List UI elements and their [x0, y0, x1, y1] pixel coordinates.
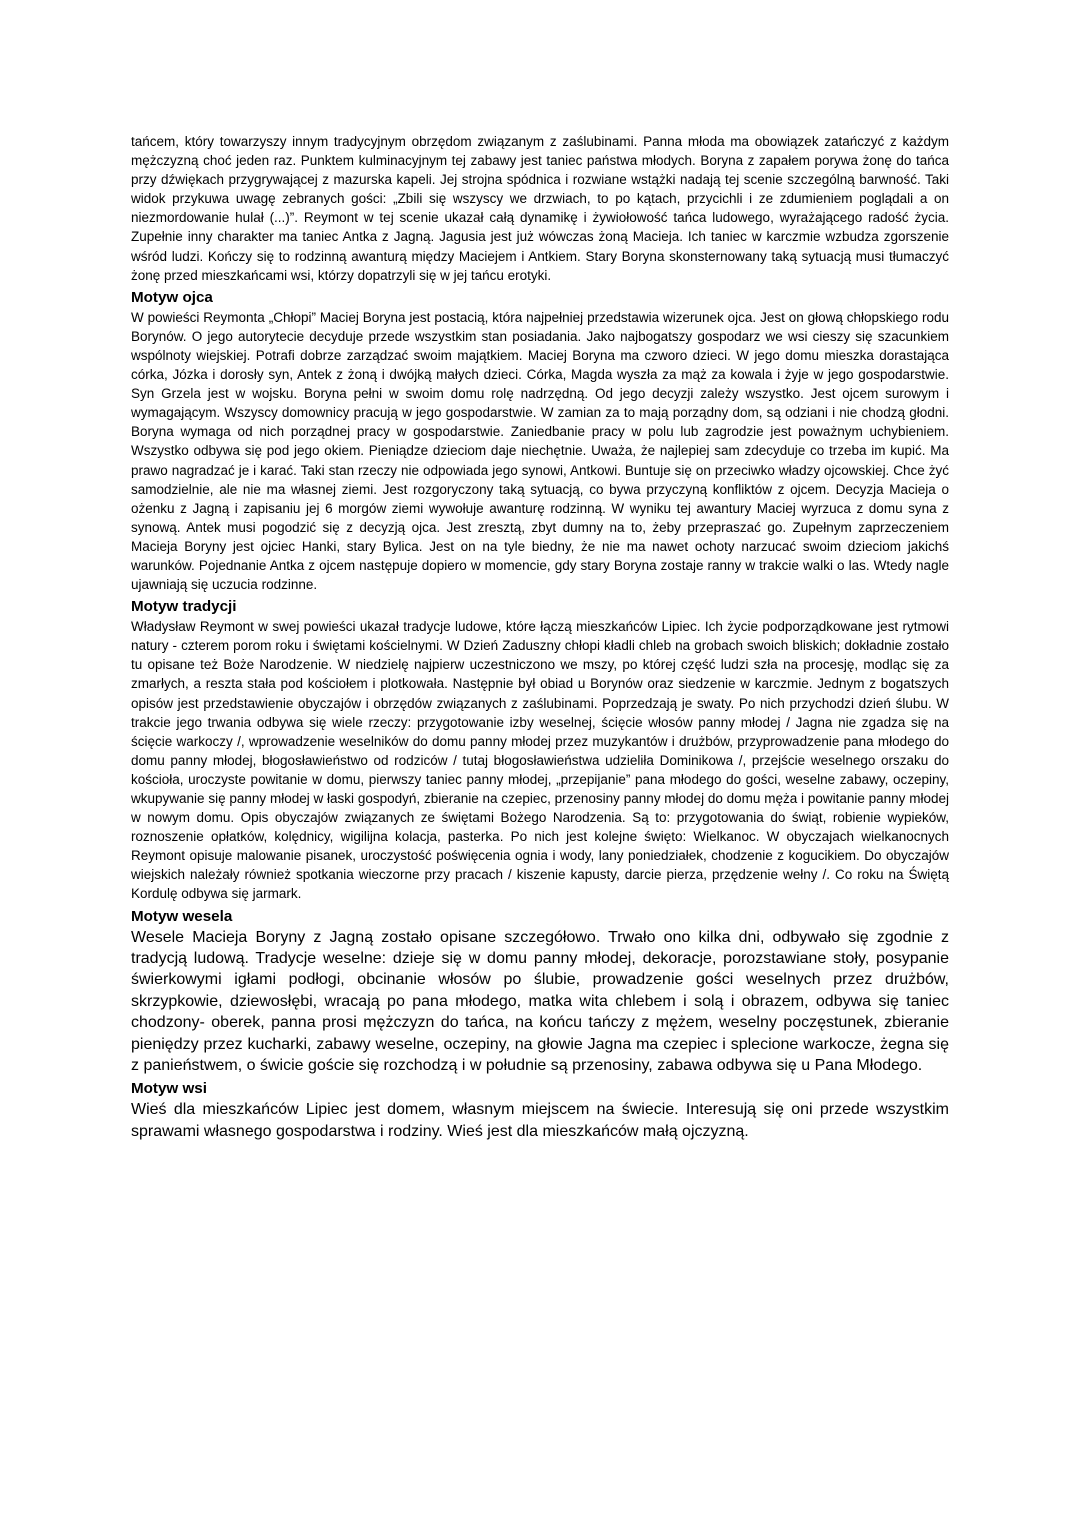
- section-text-wsi: Wieś dla mieszkańców Lipiec jest domem, własnym miejscem na świecie. Interesują się oni przede wszystkim sprawami własnego gospodarstwa i rodziny. Wieś jest dla mieszkańców małą ojczyzną.: [131, 1101, 949, 1140]
- section-text-tradycji: Władysław Reymont w swej powieści ukazał tradycje ludowe, które łączą mieszkańców Lipiec. Ich życie podporządkowane jest rytmowi natury - czterem porom roku i świętami kościelnymi. W Dzień Zaduszny chłopi kładli chleb na grobach swoich bliskich; dokładnie zostało tu opisane też Boże Narodzenie. W niedzielę najpierw uczestniczono we mszy, po której część ludzi szła na procesję, modląc się za zmarłych, a reszta stała pod kościołem i plotkowała. Następnie był obiad u Borynów oraz siedzenie w karczmie. Jednym z bogatszych opisów jest przedstawienie obyczajów i obrzędów związanych z zaślubinami. Poprzedzają je swaty. Po nich przychodzi dzień ślubu. W trakcie jego trwania odbywa się wiele rzeczy: przygotowanie izby weselnej, ścięcie włosów panny młodej / Jagna nie zgadza się na ścięcie warkoczy /, wprowadzenie weselników do domu panny młodej przez muzykantów i drużbów, przyprowadzenie pana młodego do domu panny młodej, błogosławieństwo od rodziców / tutaj błogosławieństwa udzieliła Dominikowa /, przejście weselnego orszaku do kościoła, uroczyste powitanie w domu, pierwszy taniec panny młodej, „przepijanie” pana młodego do gości, weselne zabawy, oczepiny, wkupywanie się panny młodej w łaski gospodyń, zbieranie na czepiec, przenosiny panny młodej do domu męża i powitanie panny młodej w nowym domu. Opis obyczajów związanych ze świętami Bożego Narodzenia. Są to: przygotowania do świąt, robienie wypieków, roznoszenie opłatków, kolędnicy, wigilijna kolacja, pasterka. Po nich jest kolejne święto: Wielkanoc. W obyczajach wielkanocnych Reymont opisuje malowanie pisanek, uroczystość poświęcenia ognia i wody, lany poniedziałek, chodzenie z kogucikiem. Do obyczajów wiejskich należały również spotkania wieczorne przy pracach / kiszenie kapusty, darcie pierza, przędzenie wełny /. Co roku na Świętą Kordulę odbywa się jarmark.: [131, 619, 949, 902]
- section-text-ojca: W powieści Reymonta „Chłopi” Maciej Boryna jest postacią, która najpełniej przedstawia wizerunek ojca. Jest on głową chłopskiego rodu Borynów. O jego autorytecie decyduje przede wszystkim stan posiadania. Jako najbogatszy gospodarz we wsi cieszy się szacunkiem wspólnoty wiejskiej. Potrafi dobrze zarządzać swoim majątkiem. Maciej Boryna ma czworo dzieci. W jego domu mieszka dorastająca córka, Józka i dorosły syn, Antek z żoną i dwójką małych dzieci. Córka, Magda wyszła za mąż za kowala i żyje w jego gospodarstwie. Syn Grzela jest w wojsku. Boryna pełni w swoim domu rolę nadrzędną. Od jego decyzji zależy wszystko. Jest ojcem surowym i wymagającym. Wszyscy domownicy pracują w jego gospodarstwie. W zamian za to mają porządny dom, są odziani i nie chodzą głodni. Boryna wymaga od nich porządnej pracy w gospodarstwie. Zaniedbanie pracy w polu lub zagrodzie jest poważnym uchybieniem. Wszystko odbywa się pod jego okiem. Pieniądze dzieciom daje niechętnie. Uważa, że najlepiej sam zdecyduje co trzeba im kupić. Ma prawo nagradzać je i karać. Taki stan rzeczy nie odpowiada jego synowi, Antkowi. Buntuje się on przeciwko władzy ojcowskiej. Chce żyć samodzielnie, ale nie ma własnej ziemi. Jest rozgoryczony taką sytuacją, co bywa przyczyną konfliktów z ojcem. Decyzja Macieja o ożenku z Jagną i zapisaniu jej 6 morgów ziemi wywołuje awanturę rodzinną. W wyniku tej awantury Maciej wyrzuca z domu syna z synową. Antek musi pogodzić się z decyzją ojca. Jest zresztą, zbyt dumny na to, żeby przepraszać go. Zupełnym zaprzeczeniem Macieja Boryny jest ojciec Hanki, stary Bylica. Jest on na tyle biedny, że nie ma nawet ochoty narzucać swoim dzieciom jakichś warunków. Pojednanie Antka z ojcem następuje dopiero w momencie, gdy stary Boryna zostaje ranny w trakcie walki o las. Wtedy nagle ujawniają się uczucia rodzinne.: [131, 309, 949, 593]
- section-heading-ojca: Motyw ojca: [131, 288, 213, 306]
- section-heading-wsi: Motyw wsi: [131, 1080, 207, 1098]
- document-page: [131, 132, 949, 1142]
- section-heading-tradycji: Motyw tradycji: [131, 598, 237, 616]
- section-text-wesela: Wesele Macieja Boryny z Jagną zostało opisane szczegółowo. Trwało ono kilka dni, odbywało się zgodnie z tradycją ludową. Tradycje weselne: dzieje się w domu panny młodej, dekoracje, porozstawiane stoły, posypanie świerkowymi igłami podłogi, obcinanie włosów po ślubie, prowadzenie gości weselnych przez drużbów, skrzypkowie, dziewosłębi, wracają po pana młodego, matka wita chlebem i solą i obrazem, odbywa się taniec chodzony- oberek, panna prosi mężczyzn do tańca, na końcu tańczy z mężem, weselny poczęstunek, zbieranie pieniędzy przez kucharki, zabawy weselne, oczepiny, na głowie Jagna ma czepiec i splecione warkocze, żegna się z panieństwem, o świcie goście się rozchodzą i w południe są przenosiny, zabawa odbywa się u Pana Młodego.: [131, 928, 949, 1074]
- section-heading-wesela: Motyw wesela: [131, 907, 233, 925]
- intro-paragraph: tańcem, który towarzyszy innym tradycyjnym obrzędom związanym z zaślubinami. Panna młoda ma obowiązek zatańczyć z każdym mężczyzną choć jeden raz. Punktem kulminacyjnym tej zabawy jest taniec państwa młodych. Boryna z zapałem porywa żonę do tańca przy dźwiękach przygrywającej z mazurska kapeli. Jej strojna spódnica i rozwiane wstążki nadają tej scenie szczególną barwność. Taki widok przykuwa uwagę zebranych gości: „Zbili się wszyscy we drzwiach, to po kątach, przycichli i ze zdumieniem poglądali a on niezmordowanie hulał (...)”. Reymont w tej scenie ukazał całą dynamikę i żywiołowość tańca ludowego, wyrażającego radość życia. Zupełnie inny charakter ma taniec Antka z Jagną. Jagusia jest już wówczas żoną Macieja. Ich taniec w karczmie wzbudza zgorszenie wśród ludzi. Kończy się to rodzinną awanturą między Maciejem i Antkiem. Stary Boryna skonsternowany taką sytuacją musi tłumaczyć żonę przed mieszkańcami wsi, którzy dopatrzyli się w jej tańcu erotyki.: [131, 134, 949, 283]
